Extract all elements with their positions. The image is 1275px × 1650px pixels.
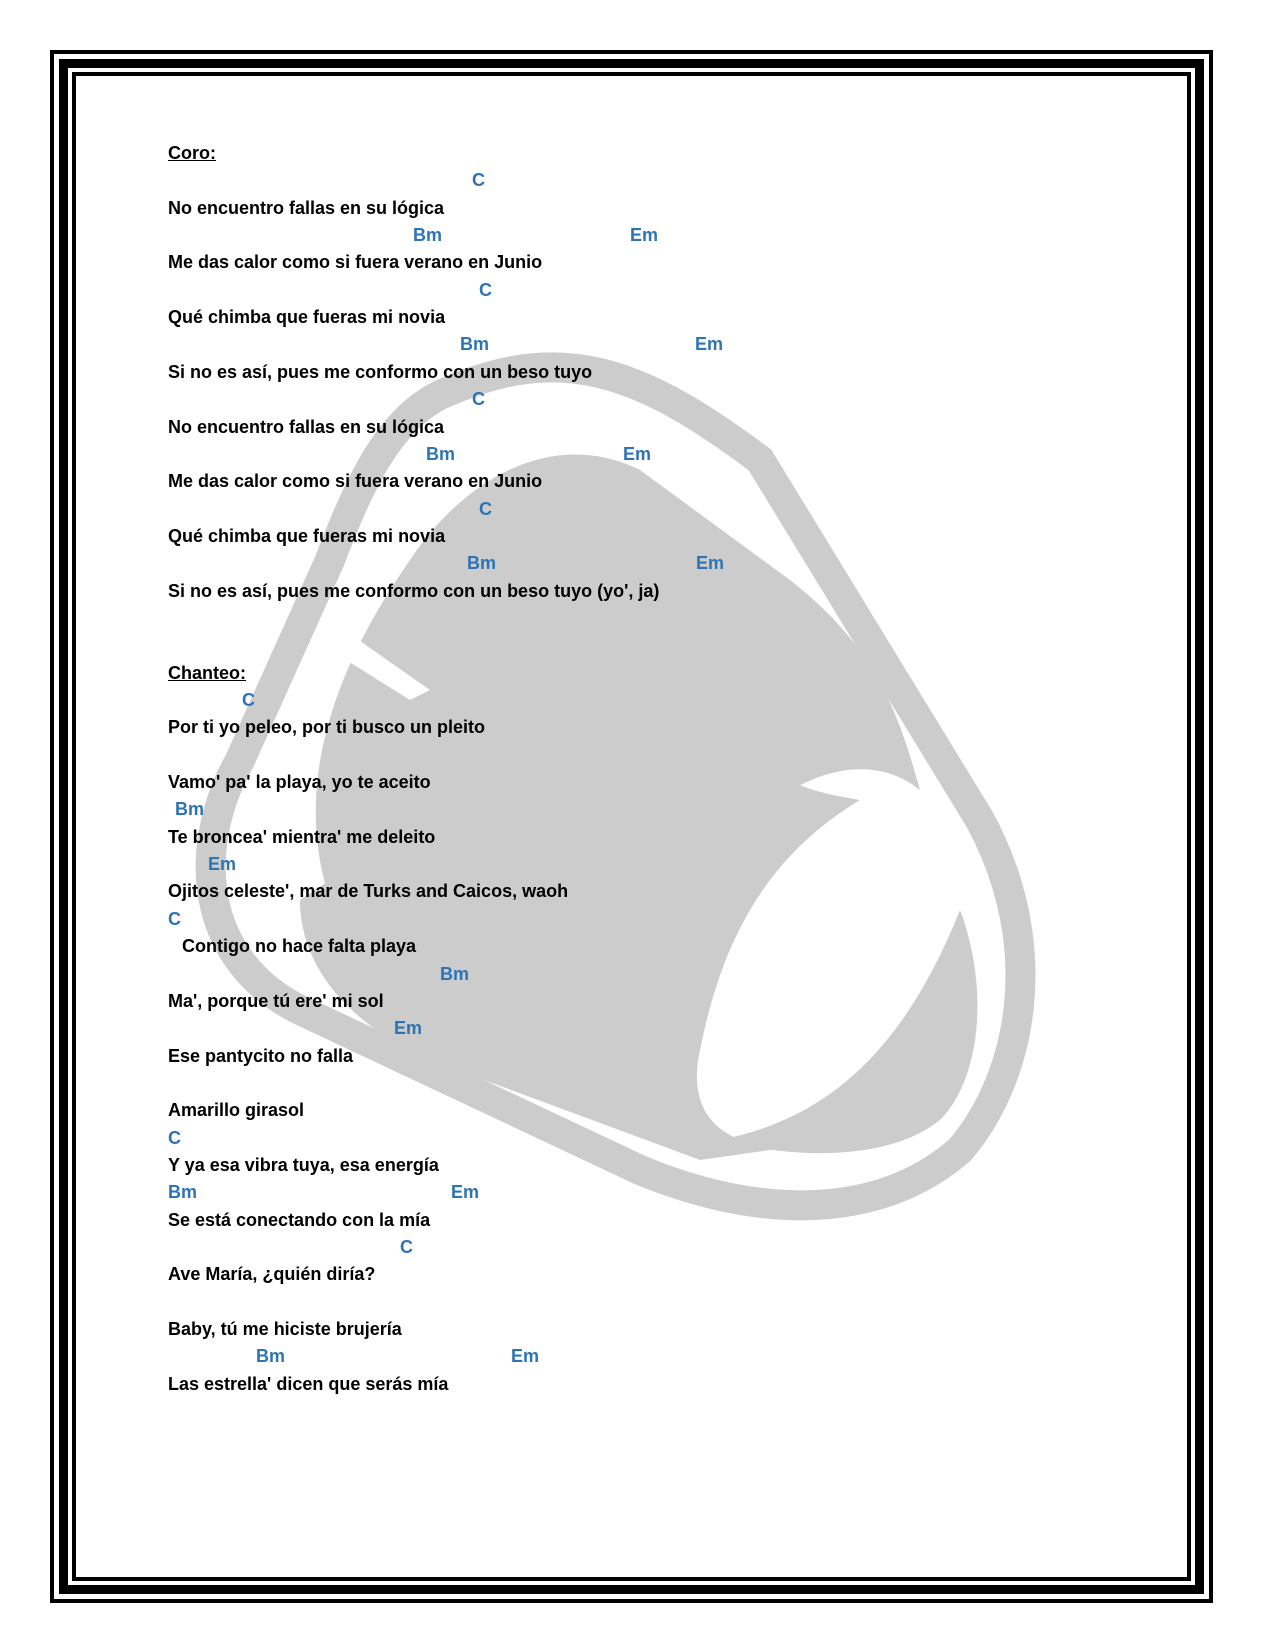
lyric-line: Ave María, ¿quién diría? — [168, 1264, 376, 1285]
chord-em: Em — [696, 553, 725, 574]
chord-line — [0, 1015, 1275, 1042]
lyric-line: No encuentro fallas en su lógica — [168, 416, 445, 437]
lyric-line: Por ti yo peleo, por ti busco un pleito — [168, 717, 486, 738]
lyric-line: Me das calor como si fuera verano en Junio — [168, 252, 543, 273]
chord-c: C — [168, 1127, 181, 1148]
chord-bm: Bm — [426, 443, 456, 464]
chord-bm: Bm — [256, 1346, 286, 1367]
chord-bm: Bm — [460, 334, 490, 355]
chord-em: Em — [623, 443, 652, 464]
chord-c: C — [479, 279, 492, 300]
lyric-line: Las estrella' dicen que serás mía — [168, 1373, 449, 1394]
lyric-line: Ojitos celeste', mar de Turks and Caicos, waoh — [168, 881, 569, 902]
chord-c: C — [400, 1237, 413, 1257]
lyric-line: No encuentro fallas en su lógica — [168, 197, 445, 218]
chord-line — [0, 277, 1275, 304]
chord-line — [0, 1343, 1275, 1370]
chord-line — [0, 796, 1275, 823]
chord-c: C — [472, 389, 485, 410]
chord-em: Em — [695, 334, 724, 355]
lyric-line: Qué chimba que fueras mi novia — [168, 525, 446, 546]
chord-bm: Bm — [168, 1182, 198, 1203]
lyric-line: Ma', porque tú ere' mi sol — [168, 990, 384, 1011]
chord-em: Em — [451, 1182, 480, 1203]
chord-line — [0, 961, 1275, 988]
chord-c: C — [479, 498, 492, 519]
chord-line — [0, 1125, 1275, 1152]
lyric-line: Y ya esa vibra tuya, esa energía — [168, 1154, 439, 1175]
section-heading: Coro: — [168, 143, 216, 163]
chord-em: Em — [394, 1018, 423, 1039]
lyric-line: Si no es así, pues me conformo con un beso tuyo (yo', ja) — [168, 580, 660, 601]
chord-line — [0, 496, 1275, 523]
chord-line — [0, 222, 1275, 249]
chord-line — [0, 1234, 1275, 1261]
lyric-line: Contigo no hace falta playa — [182, 936, 417, 957]
chord-em: Em — [630, 225, 659, 246]
lyric-line: Vamo' pa' la playa, yo te aceito — [168, 772, 431, 793]
chord-bm: Bm — [413, 225, 443, 246]
lyric-line: Qué chimba que fueras mi novia — [168, 307, 446, 328]
chord-bm: Bm — [175, 799, 205, 820]
chord-line — [0, 550, 1275, 577]
lyric-line: Baby, tú me hiciste brujería — [168, 1319, 402, 1340]
chord-c: C — [242, 690, 255, 710]
lyric-line: Se está conectando con la mía — [168, 1209, 431, 1230]
lyric-line: Ese pantycito no falla — [168, 1045, 354, 1066]
chord-line — [0, 331, 1275, 358]
section-heading: Chanteo: — [168, 662, 246, 683]
lyric-line: Amarillo girasol — [168, 1100, 305, 1121]
chord-c: C — [168, 908, 181, 929]
chord-bm: Bm — [467, 553, 497, 574]
chord-c: C — [472, 170, 485, 191]
lyric-line: Si no es así, pues me conformo con un beso tuyo — [168, 361, 593, 382]
chord-line — [0, 1179, 1275, 1206]
chord-bm: Bm — [440, 963, 470, 984]
chord-em: Em — [208, 854, 237, 875]
lyric-line: Me das calor como si fuera verano en Junio — [168, 471, 543, 492]
chord-line — [0, 851, 1275, 878]
lyric-line: Te broncea' mientra' me deleito — [168, 826, 436, 847]
chord-line — [0, 386, 1275, 413]
chord-line — [0, 906, 1275, 933]
chord-line — [0, 167, 1275, 194]
chord-line — [0, 441, 1275, 468]
chord-line — [0, 687, 1275, 714]
chord-em: Em — [511, 1346, 540, 1367]
